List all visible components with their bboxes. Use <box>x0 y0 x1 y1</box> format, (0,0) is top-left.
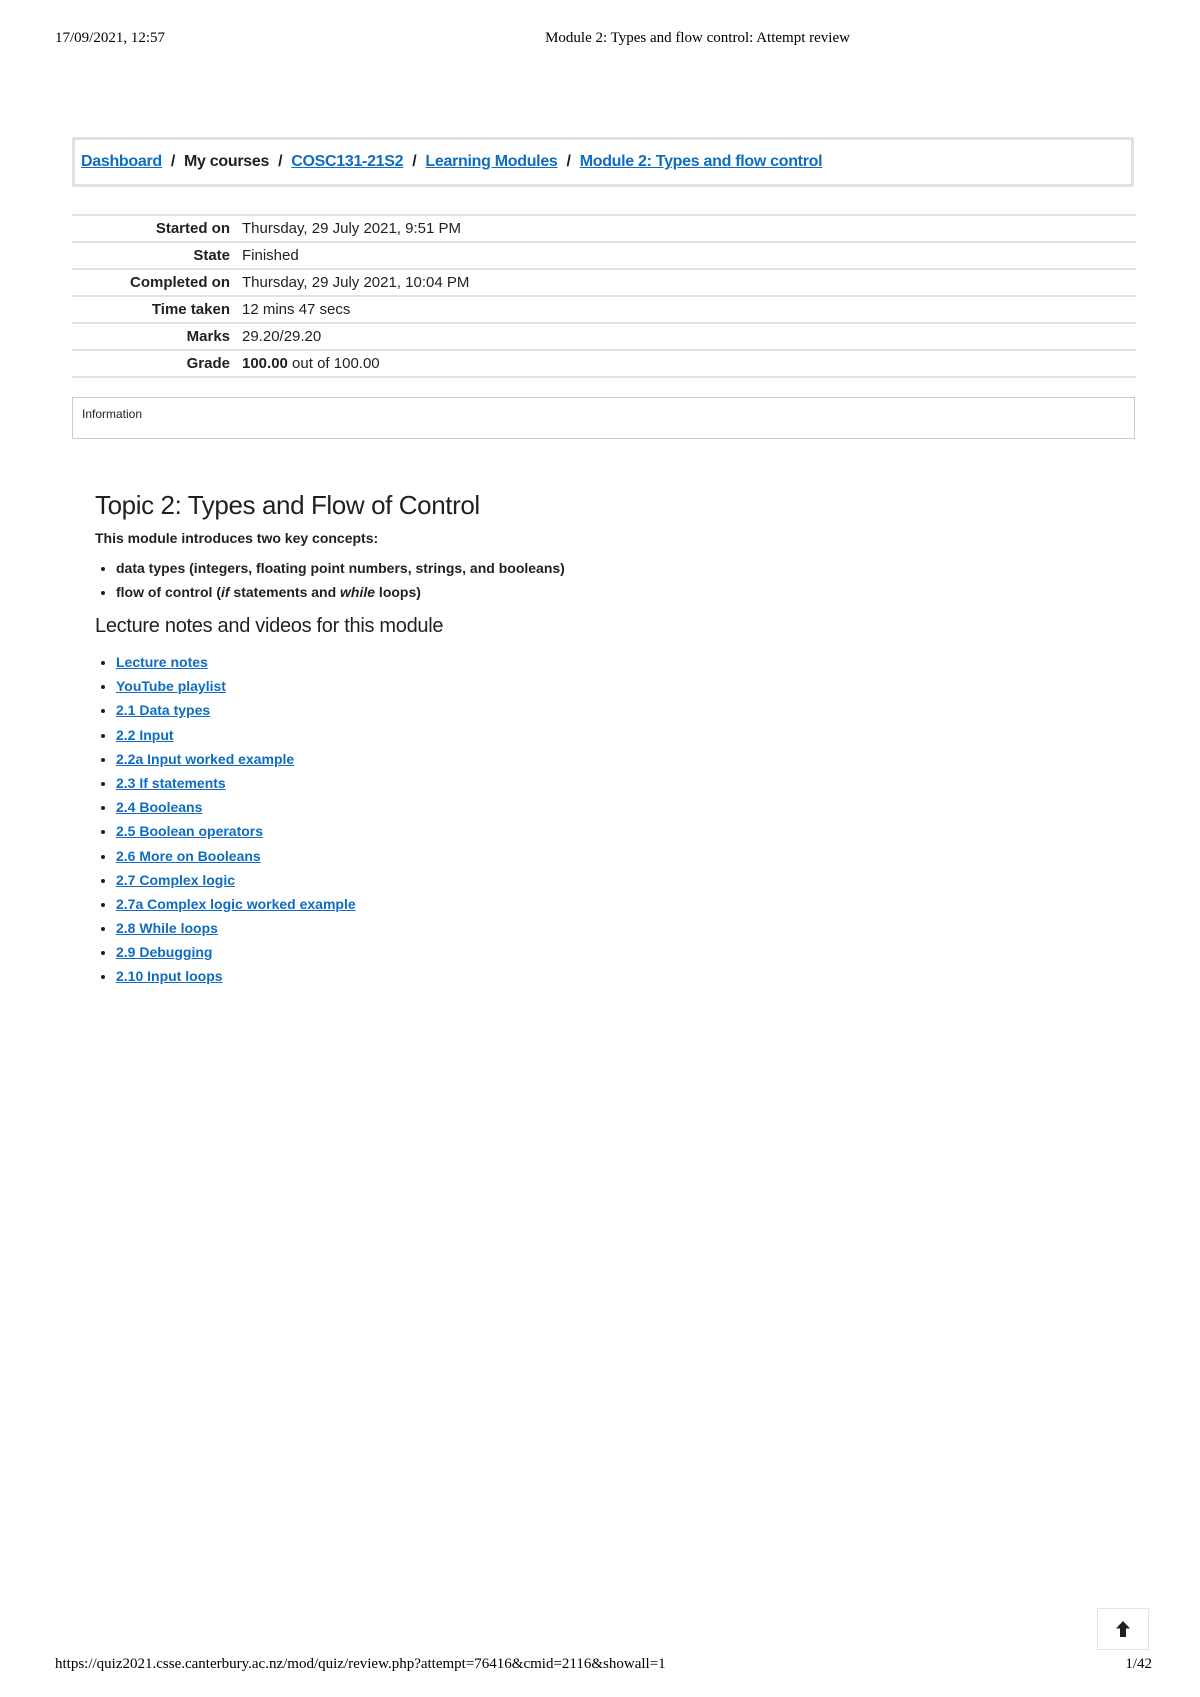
topic-content <box>95 490 1095 990</box>
video-link[interactable]: 2.4 Booleans <box>116 799 203 816</box>
concept-while-keyword: while <box>340 584 376 600</box>
breadcrumb-dashboard-link[interactable]: Dashboard <box>81 153 162 170</box>
summary-row <box>72 350 1136 377</box>
list-item <box>116 651 1095 675</box>
breadcrumb-module-link[interactable]: Module 2: Types and flow control <box>579 153 823 170</box>
lecture-links-list <box>95 651 1095 990</box>
video-link[interactable]: 2.9 Debugging <box>116 944 213 961</box>
back-to-top-button[interactable] <box>1097 1608 1149 1650</box>
list-item <box>116 796 1095 820</box>
summary-row <box>72 242 1136 269</box>
information-box <box>72 397 1135 439</box>
video-link[interactable]: 2.1 Data types <box>116 702 211 719</box>
video-link[interactable]: 2.3 If statements <box>116 774 226 791</box>
marks-label: Marks <box>72 323 242 350</box>
list-item <box>116 772 1095 796</box>
started-on-value: Thursday, 29 July 2021, 9:51 PM <box>242 215 1136 242</box>
arrow-up-icon <box>1115 1620 1131 1638</box>
grade-label: Grade <box>72 350 242 377</box>
breadcrumb <box>72 137 1134 187</box>
information-label: Information <box>82 407 143 421</box>
video-link[interactable]: 2.2 Input <box>116 726 174 743</box>
breadcrumb-separator: / <box>170 153 176 170</box>
print-datetime: 17/09/2021, 12:57 <box>55 30 166 46</box>
marks-value: 29.20/29.20 <box>242 323 1136 350</box>
video-link[interactable]: 2.7a Complex logic worked example <box>116 895 356 912</box>
list-item <box>116 748 1095 772</box>
list-item <box>116 581 1095 605</box>
summary-row <box>72 296 1136 323</box>
concept-text: loops) <box>375 584 421 600</box>
list-item <box>116 699 1095 723</box>
time-taken-label: Time taken <box>72 296 242 323</box>
completed-on-label: Completed on <box>72 269 242 296</box>
list-item <box>116 820 1095 844</box>
state-label: State <box>72 242 242 269</box>
list-item <box>116 675 1095 699</box>
breadcrumb-separator: / <box>278 153 283 170</box>
grade-out-of: out of 100.00 <box>287 355 380 372</box>
list-item <box>116 893 1095 917</box>
print-page-number: 1/42 <box>1125 1656 1152 1672</box>
video-link[interactable]: 2.8 While loops <box>116 920 218 937</box>
breadcrumb-learning-modules-link[interactable]: Learning Modules <box>425 153 558 170</box>
breadcrumb-separator: / <box>412 153 417 170</box>
grade-value <box>242 350 1136 377</box>
started-on-label: Started on <box>72 215 242 242</box>
completed-on-value: Thursday, 29 July 2021, 10:04 PM <box>242 269 1136 296</box>
list-item <box>116 845 1095 869</box>
breadcrumb-course-link[interactable]: COSC131-21S2 <box>291 153 404 170</box>
list-item <box>116 965 1095 989</box>
lecture-notes-link[interactable]: Lecture notes <box>116 654 208 670</box>
list-item <box>116 917 1095 941</box>
video-link[interactable]: 2.5 Boolean operators <box>116 823 264 840</box>
concept-text: statements and <box>229 584 341 600</box>
list-item: • data types (integers, floating point numbers, strings, and booleans) <box>116 557 1095 581</box>
list-item <box>116 724 1095 748</box>
attempt-summary-table <box>72 214 1136 378</box>
list-item <box>116 941 1095 965</box>
youtube-playlist-link[interactable]: YouTube playlist <box>116 678 226 695</box>
breadcrumb-my-courses: My courses <box>184 153 270 170</box>
state-value: Finished <box>242 242 1136 269</box>
print-title: Module 2: Types and flow control: Attempt review <box>545 30 850 46</box>
list-item <box>116 869 1095 893</box>
video-link[interactable]: 2.6 More on Booleans <box>116 847 261 864</box>
video-link[interactable]: 2.7 Complex logic <box>116 871 236 888</box>
video-link[interactable]: 2.10 Input loops <box>116 968 223 985</box>
summary-row <box>72 323 1136 350</box>
print-header <box>0 30 1200 54</box>
concept-if-keyword: if <box>220 584 230 600</box>
time-taken-value: 12 mins 47 secs <box>242 296 1136 323</box>
video-link[interactable]: 2.2a Input worked example <box>116 750 295 767</box>
concept-text: flow of control ( <box>116 584 221 600</box>
breadcrumb-separator: / <box>566 153 571 170</box>
print-url: https://quiz2021.csse.canterbury.ac.nz/mod/quiz/review.php?attempt=76416&cmid=2116&showall=1 <box>55 1656 666 1672</box>
summary-row <box>72 215 1136 242</box>
topic-title: Topic 2: Types and Flow of Control <box>95 490 480 520</box>
lecture-heading: Lecture notes and videos for this module <box>95 615 444 637</box>
grade-score: 100.00 <box>242 355 288 372</box>
concepts-list <box>95 557 1095 605</box>
summary-row <box>72 269 1136 296</box>
topic-intro: This module introduces two key concepts: <box>95 530 379 546</box>
